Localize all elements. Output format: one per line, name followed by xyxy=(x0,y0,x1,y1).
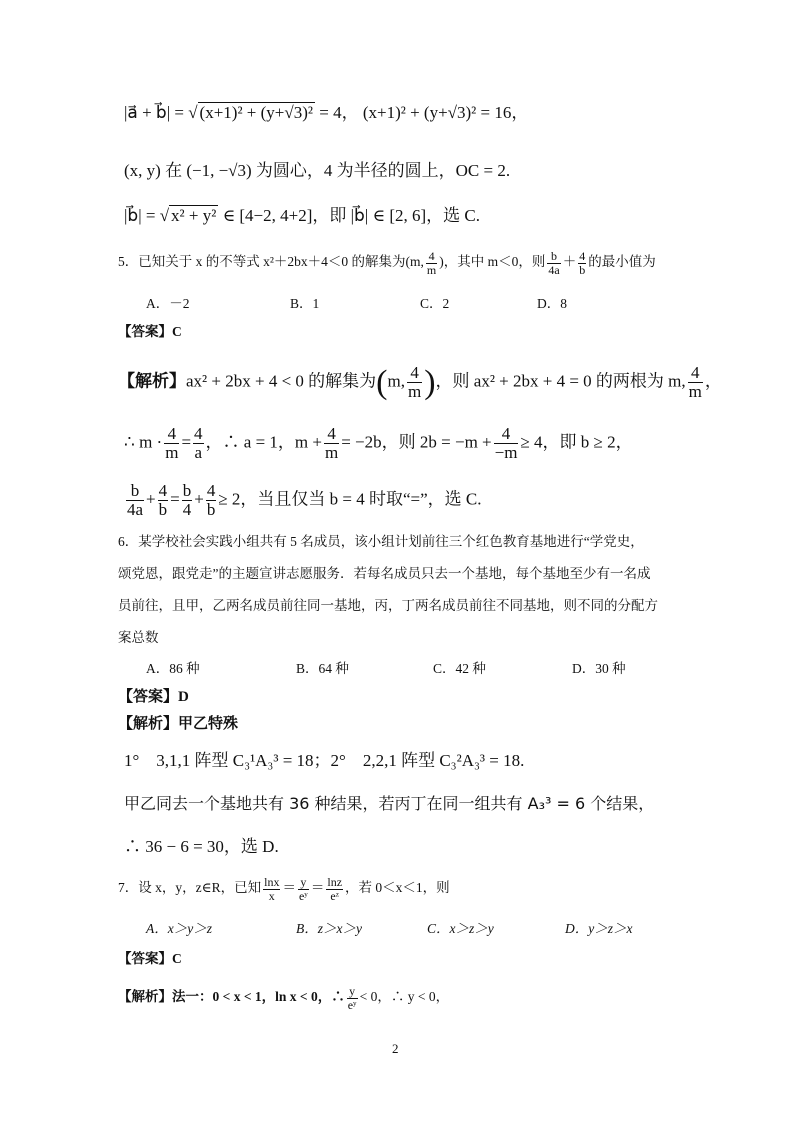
fraction: $\frac{4}{b}$ xyxy=(206,481,216,519)
fraction: $\frac{\ln z}{\text{eᶻ}}$ xyxy=(327,875,343,903)
q6-analysis-line1: 【解析】甲乙特殊 xyxy=(118,714,239,732)
q6-analysis-line4: ∴ 36 − 6 = 30，选 D. xyxy=(124,837,279,856)
q6-option-b: B．64 种 xyxy=(296,661,349,676)
q6-option-c: C．42 种 xyxy=(433,661,486,676)
fraction: $\frac{b}{4a}$ xyxy=(127,481,144,519)
q5-option-c: C．2 xyxy=(420,296,450,311)
q4-solution-line3: |b⃗| = √ x² + y² ∈ [4−2, 4+2]，即 |b⃗| ∈ [2, 6]，选 C. xyxy=(124,206,480,225)
q6-option-d: D．30 种 xyxy=(572,661,626,676)
fraction: $\frac{\ln x}{x}$ xyxy=(264,875,280,903)
q6-stem-line3: 员前往，且甲，乙两名成员前往同一基地，丙，丁两名成员前往不同基地，则不同的分配方 xyxy=(118,598,658,613)
sqrt-expression: √ x² + y² xyxy=(159,206,217,225)
fraction: $\frac{4}{m}$ xyxy=(324,424,339,462)
q4-solution-line1: |a⃗ + b⃗| = √ (x+1)² + (y+√3)² = 4， (x+1)² + (y+√3)² = 16， xyxy=(124,103,529,122)
q6-option-a: A．86 种 xyxy=(146,661,200,676)
q5-option-b: B．1 xyxy=(290,296,320,311)
q7-option-b: B．z＞x＞y xyxy=(296,921,362,936)
q6-analysis-line3: 甲乙同去一个基地共有 36 种结果，若丙丁在同一组共有 A₃³ = 6 个结果， xyxy=(124,794,655,813)
q5-analysis-line3: $\frac{b}{4a}$ + $\frac{4}{b}$ = $\frac{b}{4}$ + $\frac{4}{b}$ ≥ 2，当且仅当 b = 4 时取“=”，选 C. xyxy=(127,481,482,519)
fraction: $\frac{4}{b}$ xyxy=(158,481,168,519)
sqrt-expression: √ (x+1)² + (y+√3)² xyxy=(188,103,313,122)
q5-stem: 5．已知关于 x 的不等式 x²＋2bx＋4＜0 的解集为(m, $\frac{4}{m}$ )，其中 m＜0，则 $\frac{b}{4a}$ ＋ $\frac{4}{b}$ 的最小值为 xyxy=(118,249,656,277)
q5-answer: 【答案】C xyxy=(118,324,182,339)
q5-option-a: A．－2 xyxy=(146,296,190,311)
q7-analysis: 【解析】法一：0 < x < 1，ln x < 0，∴ $\frac{y}{\text{eʸ}}$ < 0，∴ y < 0， xyxy=(118,984,450,1012)
q6-answer: 【答案】D xyxy=(118,689,189,705)
fraction: $\frac{4}{m}$ xyxy=(426,249,437,277)
fraction: $\frac{y}{\text{eʸ}}$ xyxy=(298,875,308,903)
fraction: $\frac{4}{m}$ xyxy=(688,363,702,401)
fraction: $\frac{4}{-m}$ xyxy=(494,424,518,462)
q7-stem: 7．设 x，y，z∈R，已知 $\frac{\ln x}{x}$ ＝ $\frac{y}{\text{eʸ}}$ ＝ $\frac{\ln z}{\text{eᶻ}}$ ，若 0＜x＜1，则 xyxy=(118,875,450,903)
fraction: $\frac{b}{4a}$ xyxy=(548,249,560,277)
fraction: $\frac{4}{m}$ xyxy=(407,363,422,401)
fraction: $\frac{4}{b}$ xyxy=(579,249,586,277)
fraction: $\frac{b}{4}$ xyxy=(182,481,192,519)
q7-option-c: C．x＞z＞y xyxy=(427,921,494,936)
q6-stem-line2: 颂党恩，跟党走”的主题宣讲志愿服务．若每名成员只去一个基地，每个基地至少有一名成 xyxy=(118,566,651,581)
q4-abs-sum: |a⃗ + b⃗| = xyxy=(124,103,184,122)
fraction: $\frac{4}{a}$ xyxy=(194,424,203,462)
q6-stem-line4: 案总数 xyxy=(118,630,159,645)
q6-stem-line1: 6．某学校社会实践小组共有 5 名成员，该小组计划前往三个红色教育基地进行“学党史， xyxy=(118,534,644,549)
q5-analysis-line1: 【解析】ax² + 2bx + 4 < 0 的解集为(m, $\frac{4}{m}$ )，则 ax² + 2bx + 4 = 0 的两根为 m, $\frac{4}{m}$ ， xyxy=(118,363,722,401)
q7-option-a: A．x＞y＞z xyxy=(146,921,212,936)
fraction: $\frac{4}{m}$ xyxy=(165,424,179,462)
q7-option-d: D．y＞z＞x xyxy=(565,921,633,936)
q5-option-d: D．8 xyxy=(537,296,567,311)
q7-answer: 【答案】C xyxy=(118,951,182,966)
fraction: $\frac{y}{\text{eʸ}}$ xyxy=(347,984,357,1012)
q6-analysis-line2: 1° 3,1,1 阵型 C₃¹A₃³ = 18；2° 2,2,1 阵型 C₃²A₃³ = 18. xyxy=(124,751,525,770)
q5-analysis-line2: ∴ m · $\frac{4}{m}$ = $\frac{4}{a}$ ，∴ a = 1，m + $\frac{4}{m}$ = −2b，则 2b = −m + $\frac{4}{-m}$ ≥ 4，即 b ≥ 2， xyxy=(124,424,633,462)
page-number: 2 xyxy=(392,1041,399,1056)
q4-solution-line2: (x, y) 在 (−1, −√3) 为圆心，4 为半径的圆上，OC = 2. xyxy=(124,161,511,180)
